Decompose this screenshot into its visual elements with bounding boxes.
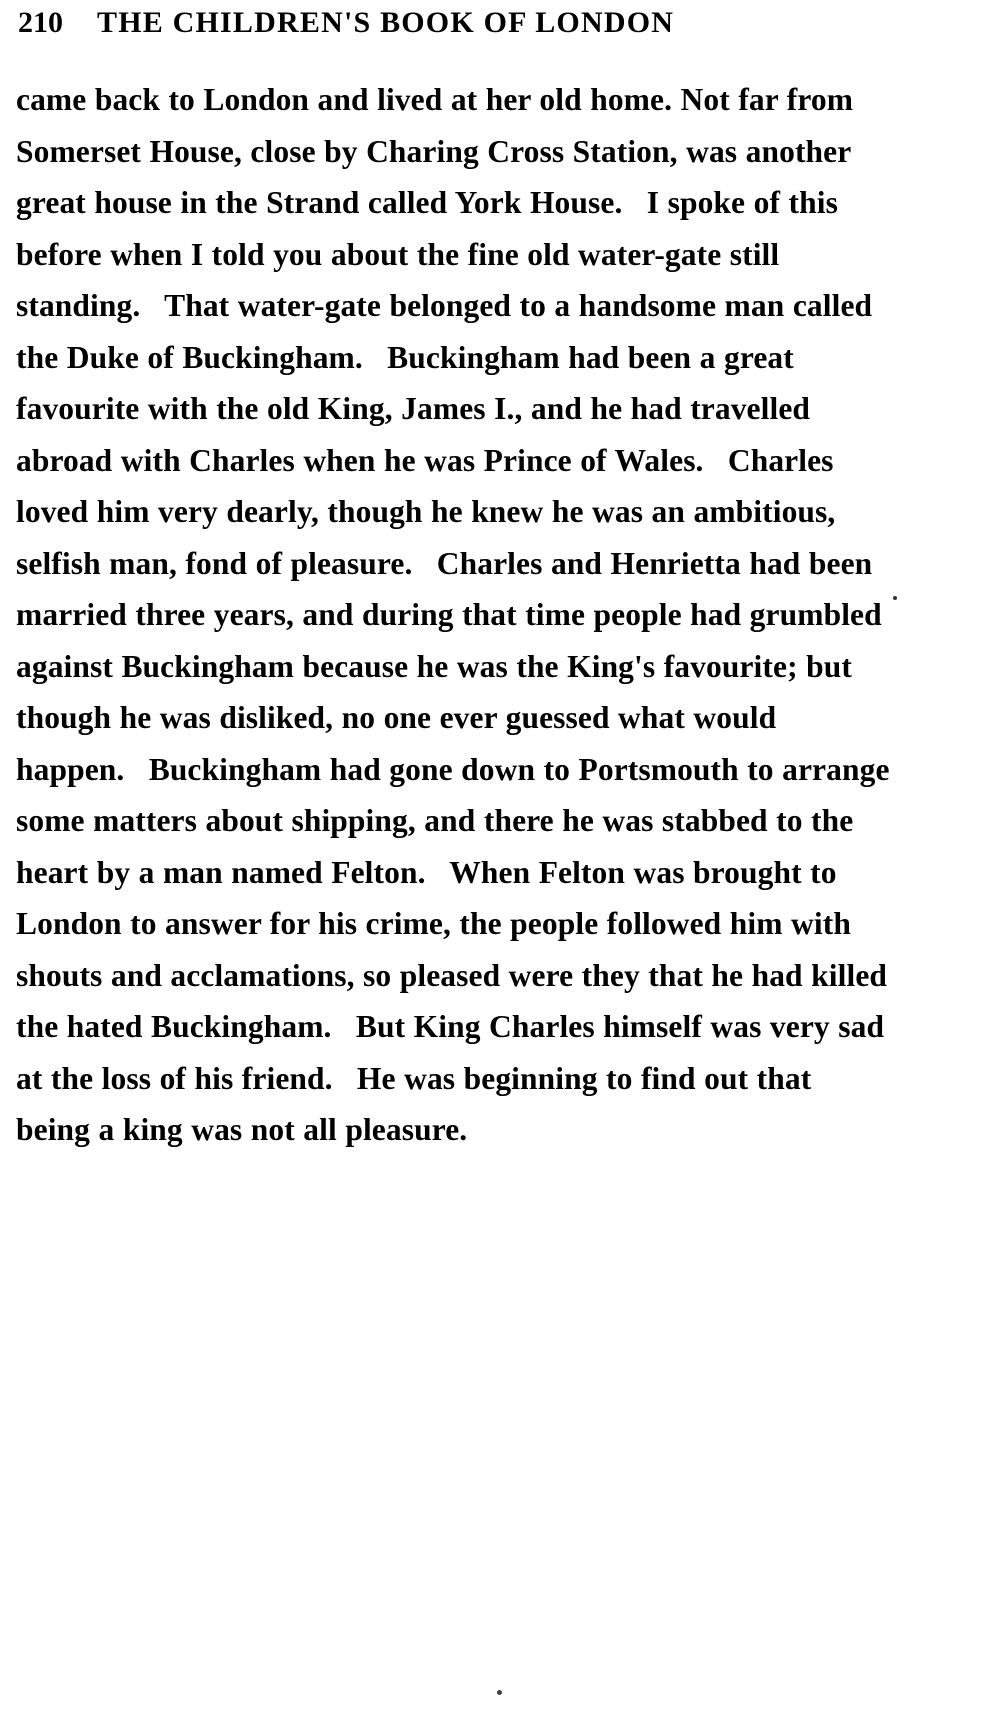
paragraph: came back to London and lived at her old home. Not far from Somerset House, close by Charing Cross Station, was another great house in the Strand called York House. I spoke of this before when I told you about the fine old water-gate still standing. That water-gate belonged to a handsome man called the Duke of Buckingham. Buckingham had been a great favourite with the old King, James I., and he had travelled abroad with Charles when he was Prince of Wales. Charles loved him very dearly, though he knew he was an ambitious, selfish man, fond of pleasure. Charles and Henrietta had been married three years, and during that time people had grumbled against Buckingham because he was the King's favourite; but though he was disliked, no one ever guessed what would happen. Buckingham had gone down to Portsmouth to arrange some matters about shipping, and there he was stabbed to the heart by a man named Felton. When Felton was brought to London to answer for his crime, the people followed him with shouts and acclamations, so pleased were they that he had killed the hated Buckingham. But King Charles himself was very sad at the loss of his friend. He was beginning to find out that being a king was not all pleasure. [16,82,890,1147]
body-text [16,74,892,1156]
footer-mark [497,1690,502,1695]
stray-ink-mark [893,596,897,600]
running-head-title: THE CHILDREN'S BOOK OF LONDON [97,6,675,39]
running-head [18,6,898,40]
page-number: 210 [18,6,63,39]
